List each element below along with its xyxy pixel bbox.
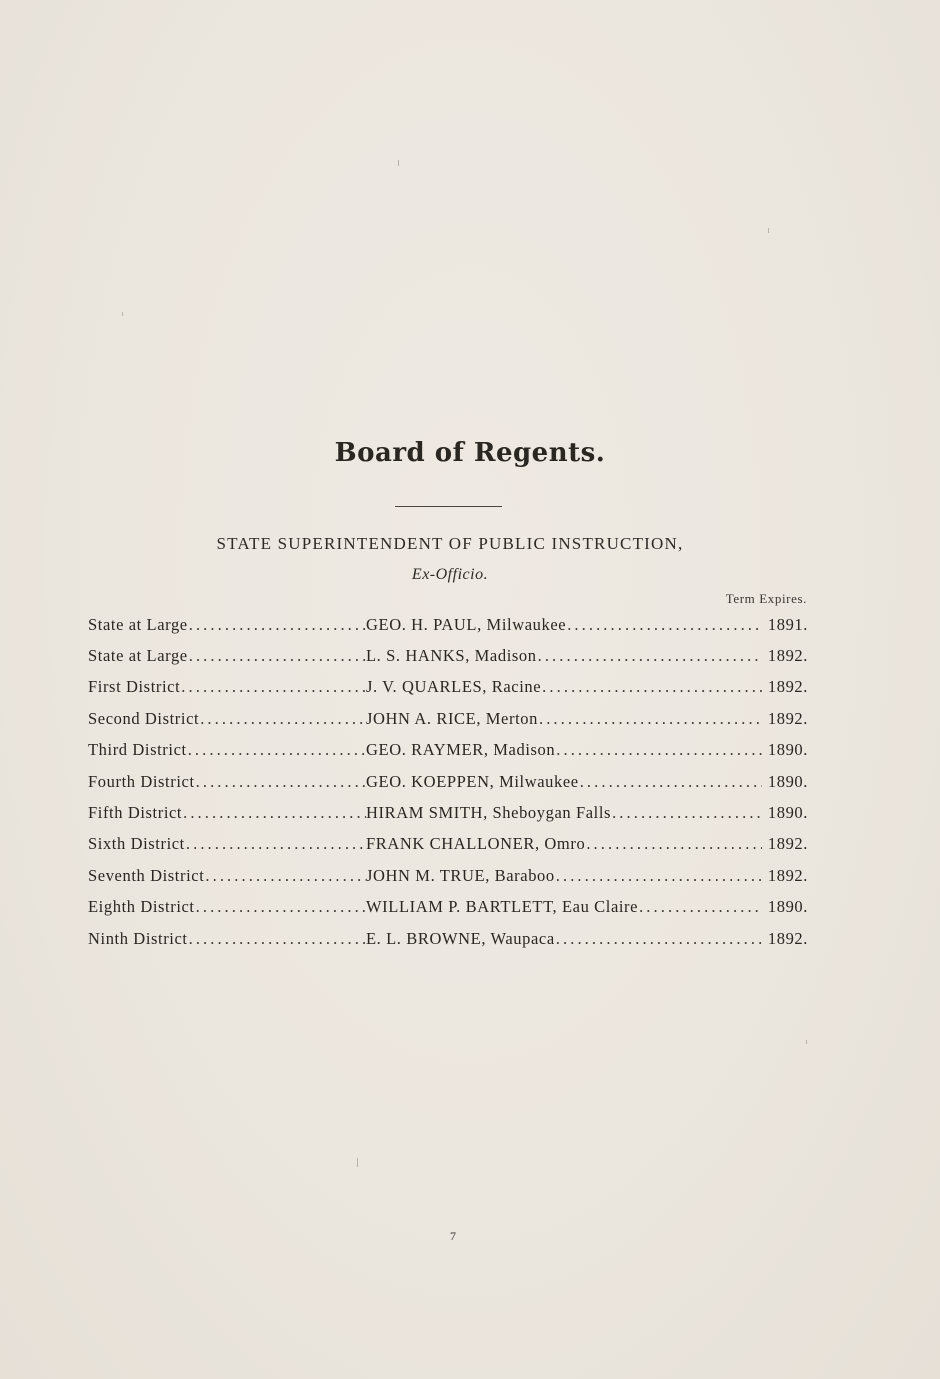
- dot-leader: [199, 709, 366, 729]
- district-label: Fourth District: [88, 771, 195, 791]
- dot-leader: [187, 740, 366, 760]
- district-cell: [88, 803, 366, 823]
- district-label: State at Large: [88, 646, 188, 666]
- district-cell: [88, 677, 366, 697]
- page-number: 7: [450, 1229, 456, 1243]
- dot-leader: [611, 803, 762, 823]
- district-cell: [88, 646, 366, 666]
- term-expires-header: Term Expires.: [725, 591, 807, 606]
- member-name: HIRAM SMITH, Sheboygan Falls: [366, 803, 612, 823]
- member-name: FRANK CHALLONER, Omro: [366, 834, 586, 854]
- district-cell: [88, 866, 366, 886]
- member-cell: [366, 803, 762, 823]
- paper-speck: [398, 160, 399, 166]
- dot-leader: [537, 646, 762, 666]
- district-label: Eighth District: [88, 897, 195, 917]
- district-label: First District: [88, 677, 181, 697]
- term-year: 1890.: [767, 897, 808, 917]
- dot-leader: [566, 615, 762, 635]
- dot-leader: [585, 834, 762, 854]
- member-cell: [366, 646, 762, 666]
- regent-row: [88, 923, 808, 954]
- member-name: E. L. BROWNE, Waupaca: [366, 928, 555, 948]
- term-year: 1892.: [767, 677, 808, 697]
- regent-row: [88, 797, 808, 828]
- dot-leader: [185, 834, 366, 854]
- term-year: 1890.: [767, 740, 808, 760]
- member-name: GEO. RAYMER, Madison: [366, 740, 556, 760]
- district-cell: [88, 929, 366, 949]
- dot-leader: [638, 897, 762, 917]
- regent-row: [88, 640, 808, 671]
- term-year: 1890.: [767, 803, 808, 823]
- district-cell: [88, 709, 366, 729]
- ex-officio-note: Ex-Officio.: [411, 566, 489, 583]
- member-name: GEO. H. PAUL, Milwaukee: [366, 614, 567, 634]
- regent-row: [88, 735, 808, 766]
- dot-leader: [195, 772, 366, 792]
- member-cell: [366, 929, 762, 949]
- regent-row: [88, 829, 808, 860]
- member-cell: [366, 615, 762, 635]
- term-year: 1892.: [767, 928, 808, 948]
- term-year: 1892.: [767, 865, 808, 885]
- paper-speck: [122, 312, 123, 316]
- member-cell: [366, 772, 762, 792]
- district-cell: [88, 772, 366, 792]
- dot-leader: [188, 646, 366, 666]
- regent-row: [88, 703, 808, 734]
- district-cell: [88, 834, 366, 854]
- member-name: JOHN A. RICE, Merton: [366, 708, 538, 728]
- district-label: Ninth District: [88, 928, 188, 948]
- dot-leader: [188, 615, 366, 635]
- district-cell: [88, 740, 366, 760]
- section-subtitle: STATE SUPERINTENDENT OF PUBLIC INSTRUCTION,: [216, 534, 684, 553]
- paper-speck: [806, 1040, 807, 1044]
- dot-leader: [555, 929, 762, 949]
- member-cell: [366, 677, 762, 697]
- regent-row: [88, 892, 808, 923]
- district-label: Third District: [88, 740, 187, 760]
- regent-row: [88, 609, 808, 640]
- dot-leader: [538, 709, 762, 729]
- member-name: WILLIAM P. BARTLETT, Eau Claire: [366, 897, 639, 917]
- term-year: 1890.: [767, 771, 808, 791]
- member-name: GEO. KOEPPEN, Milwaukee: [366, 771, 579, 791]
- regents-list: [88, 609, 808, 954]
- dot-leader: [188, 929, 366, 949]
- regent-row: [88, 766, 808, 797]
- district-cell: [88, 615, 366, 635]
- district-label: Second District: [88, 708, 200, 728]
- paper-speck: [357, 1158, 358, 1167]
- regent-row: [88, 672, 808, 703]
- member-name: J. V. QUARLES, Racine: [366, 677, 542, 697]
- member-cell: [366, 866, 762, 886]
- dot-leader: [555, 740, 762, 760]
- dot-leader: [555, 866, 762, 886]
- dot-leader: [182, 803, 366, 823]
- district-label: Sixth District: [88, 834, 185, 854]
- dot-leader: [180, 677, 366, 697]
- dot-leader: [579, 772, 762, 792]
- term-year: 1892.: [767, 646, 808, 666]
- dot-leader: [195, 897, 366, 917]
- district-label: Fifth District: [88, 803, 183, 823]
- term-year: 1891.: [767, 614, 808, 634]
- district-cell: [88, 897, 366, 917]
- term-year: 1892.: [767, 708, 808, 728]
- dot-leader: [204, 866, 366, 886]
- paper-speck: [768, 228, 769, 233]
- member-cell: [366, 897, 762, 917]
- regent-row: [88, 860, 808, 891]
- dot-leader: [541, 677, 762, 697]
- member-name: JOHN M. TRUE, Baraboo: [366, 865, 555, 885]
- member-name: L. S. HANKS, Madison: [366, 646, 537, 666]
- member-cell: [366, 834, 762, 854]
- title-divider: [395, 506, 502, 507]
- member-cell: [366, 709, 762, 729]
- district-label: State at Large: [88, 614, 188, 634]
- district-label: Seventh District: [88, 865, 205, 885]
- member-cell: [366, 740, 762, 760]
- page-title: Board of Regents.: [334, 438, 606, 468]
- term-year: 1892.: [767, 834, 808, 854]
